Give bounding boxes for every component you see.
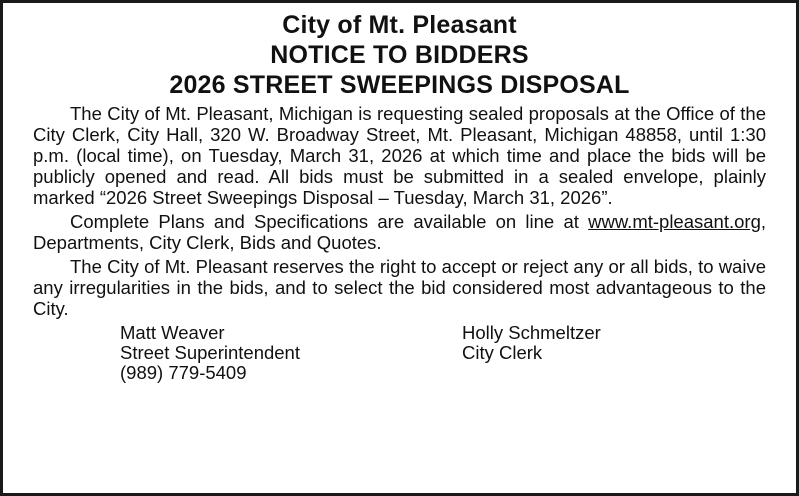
proposal-paragraph: The City of Mt. Pleasant, Michigan is requesting sealed proposals at the Office of the City Clerk, City Hall, 320 W. Broadway Street, Mt. Pleasant, Michigan 48858, until 1:30 p.m. (local time), on Tuesday, March 31, 2026 at which time and place the bids will be publicly opened and read. All bids must be submitted in a sealed envelope, plainly marked “2026 Street Sweepings Disposal – Tuesday, March 31, 2026”. xyxy=(33,103,766,208)
signer-name: Matt Weaver xyxy=(120,322,225,343)
signature-block xyxy=(33,323,766,383)
signature-right xyxy=(462,323,601,383)
clerk-title: City Clerk xyxy=(462,342,543,363)
project-title-heading: 2026 STREET SWEEPINGS DISPOSAL xyxy=(169,71,630,99)
signer-title: Street Superintendent xyxy=(120,342,300,363)
notice-title-heading: NOTICE TO BIDDERS xyxy=(270,41,529,69)
rights-paragraph: The City of Mt. Pleasant reserves the right to accept or reject any or all bids, to waive any irregularities in the bids, and to select the bid considered most advantageous to the City. xyxy=(33,256,766,319)
notice-body xyxy=(33,103,766,319)
plans-rest-text: , Departments, City Clerk, Bids and Quotes. xyxy=(33,211,766,253)
plans-paragraph xyxy=(33,211,766,253)
signature-left xyxy=(120,323,462,383)
plans-intro-text: Complete Plans and Specifications are available on line at xyxy=(70,211,589,232)
website-link[interactable]: www.mt-pleasant.org xyxy=(588,211,761,232)
clerk-name: Holly Schmeltzer xyxy=(462,322,601,343)
city-name-heading: City of Mt. Pleasant xyxy=(282,11,517,39)
signer-phone: (989) 779-5409 xyxy=(120,362,247,383)
